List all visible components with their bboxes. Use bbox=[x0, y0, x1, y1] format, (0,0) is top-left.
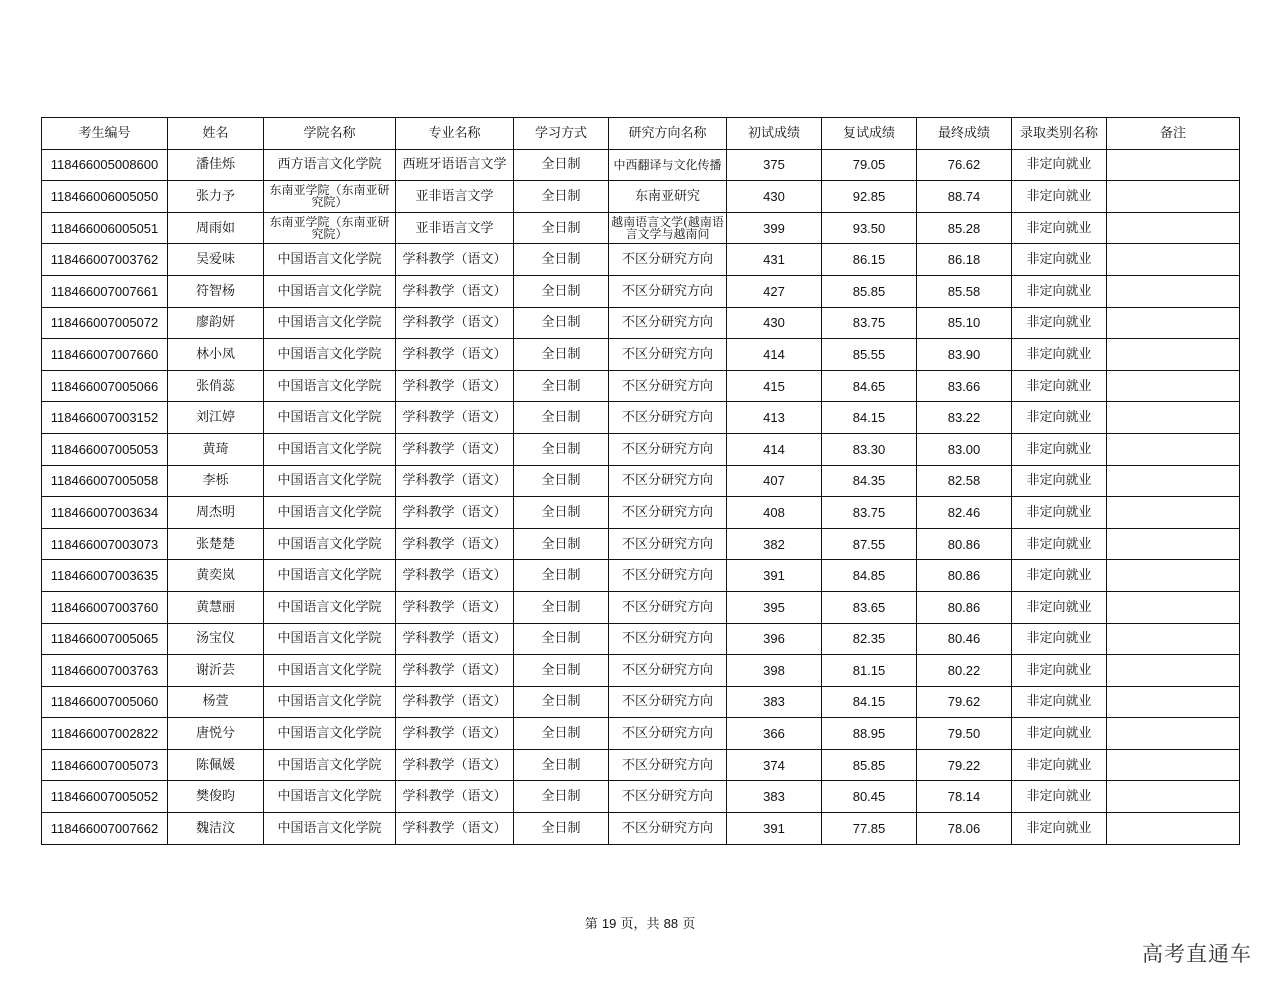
cell-initial-score: 398 bbox=[727, 655, 822, 687]
cell-remarks bbox=[1107, 718, 1240, 750]
cell-name: 魏洁汶 bbox=[168, 813, 264, 845]
cell-major: 学科教学（语文） bbox=[396, 275, 514, 307]
cell-major: 学科教学（语文） bbox=[396, 718, 514, 750]
cell-final-score: 85.28 bbox=[917, 212, 1012, 244]
cell-final-score: 78.06 bbox=[917, 813, 1012, 845]
cell-student-id: 118466007005072 bbox=[42, 307, 168, 339]
cell-major: 学科教学（语文） bbox=[396, 497, 514, 529]
cell-remarks bbox=[1107, 402, 1240, 434]
cell-admission-type: 非定向就业 bbox=[1012, 528, 1107, 560]
cell-remarks bbox=[1107, 181, 1240, 213]
cell-final-score: 80.86 bbox=[917, 560, 1012, 592]
admission-table bbox=[41, 117, 1240, 845]
cell-college: 中国语言文化学院 bbox=[264, 497, 396, 529]
cell-name: 唐悦兮 bbox=[168, 718, 264, 750]
cell-student-id: 118466007005053 bbox=[42, 433, 168, 465]
cell-retest-score: 84.15 bbox=[822, 686, 917, 718]
cell-name: 张俏蕊 bbox=[168, 370, 264, 402]
cell-remarks bbox=[1107, 497, 1240, 529]
cell-student-id: 118466007005073 bbox=[42, 749, 168, 781]
cell-admission-type: 非定向就业 bbox=[1012, 813, 1107, 845]
cell-name: 汤宝仪 bbox=[168, 623, 264, 655]
table-row bbox=[42, 591, 1240, 623]
cell-research-direction: 不区分研究方向 bbox=[609, 497, 727, 529]
cell-text: 东南亚学院（东南亚研究院） bbox=[269, 184, 390, 209]
cell-retest-score: 84.15 bbox=[822, 402, 917, 434]
table-body bbox=[42, 149, 1240, 844]
table-row bbox=[42, 813, 1240, 845]
cell-study-mode: 全日制 bbox=[514, 339, 609, 371]
cell-student-id: 118466007003760 bbox=[42, 591, 168, 623]
header-final-score: 最终成绩 bbox=[917, 118, 1012, 150]
cell-retest-score: 83.75 bbox=[822, 307, 917, 339]
cell-text: 东南亚学院（东南亚研究院） bbox=[269, 216, 390, 241]
cell-college: 中国语言文化学院 bbox=[264, 560, 396, 592]
cell-admission-type: 非定向就业 bbox=[1012, 497, 1107, 529]
cell-initial-score: 414 bbox=[727, 339, 822, 371]
cell-admission-type: 非定向就业 bbox=[1012, 149, 1107, 181]
cell-admission-type: 非定向就业 bbox=[1012, 749, 1107, 781]
cell-remarks bbox=[1107, 623, 1240, 655]
cell-college bbox=[264, 181, 396, 213]
cell-remarks bbox=[1107, 244, 1240, 276]
cell-college: 中国语言文化学院 bbox=[264, 623, 396, 655]
cell-retest-score: 83.30 bbox=[822, 433, 917, 465]
header-initial-score: 初试成绩 bbox=[727, 118, 822, 150]
cell-admission-type: 非定向就业 bbox=[1012, 307, 1107, 339]
table-row bbox=[42, 244, 1240, 276]
cell-major: 亚非语言文学 bbox=[396, 212, 514, 244]
cell-student-id: 118466007005065 bbox=[42, 623, 168, 655]
cell-admission-type: 非定向就业 bbox=[1012, 402, 1107, 434]
cell-research-direction: 不区分研究方向 bbox=[609, 781, 727, 813]
cell-remarks bbox=[1107, 560, 1240, 592]
cell-admission-type: 非定向就业 bbox=[1012, 623, 1107, 655]
cell-initial-score: 391 bbox=[727, 813, 822, 845]
cell-final-score: 78.14 bbox=[917, 781, 1012, 813]
table-row bbox=[42, 433, 1240, 465]
cell-study-mode: 全日制 bbox=[514, 212, 609, 244]
cell-initial-score: 427 bbox=[727, 275, 822, 307]
cell-retest-score: 85.85 bbox=[822, 749, 917, 781]
cell-research-direction: 不区分研究方向 bbox=[609, 528, 727, 560]
cell-research-direction: 不区分研究方向 bbox=[609, 433, 727, 465]
cell-final-score: 80.86 bbox=[917, 591, 1012, 623]
cell-remarks bbox=[1107, 212, 1240, 244]
cell-admission-type: 非定向就业 bbox=[1012, 370, 1107, 402]
cell-final-score: 83.22 bbox=[917, 402, 1012, 434]
cell-name: 潘佳烁 bbox=[168, 149, 264, 181]
cell-admission-type: 非定向就业 bbox=[1012, 212, 1107, 244]
cell-initial-score: 407 bbox=[727, 465, 822, 497]
cell-initial-score: 430 bbox=[727, 307, 822, 339]
cell-student-id: 118466007007660 bbox=[42, 339, 168, 371]
cell-study-mode: 全日制 bbox=[514, 181, 609, 213]
cell-study-mode: 全日制 bbox=[514, 655, 609, 687]
cell-study-mode: 全日制 bbox=[514, 623, 609, 655]
cell-admission-type: 非定向就业 bbox=[1012, 275, 1107, 307]
cell-admission-type: 非定向就业 bbox=[1012, 339, 1107, 371]
cell-retest-score: 83.65 bbox=[822, 591, 917, 623]
cell-final-score: 86.18 bbox=[917, 244, 1012, 276]
cell-retest-score: 81.15 bbox=[822, 655, 917, 687]
cell-text: 中西翻译与文化传播 bbox=[613, 158, 722, 171]
cell-study-mode: 全日制 bbox=[514, 560, 609, 592]
cell-remarks bbox=[1107, 749, 1240, 781]
cell-college: 中国语言文化学院 bbox=[264, 813, 396, 845]
watermark-text: 高考直通车 bbox=[1142, 942, 1252, 966]
cell-student-id: 118466007005066 bbox=[42, 370, 168, 402]
cell-final-score: 79.62 bbox=[917, 686, 1012, 718]
cell-student-id: 118466006005050 bbox=[42, 181, 168, 213]
cell-initial-score: 413 bbox=[727, 402, 822, 434]
cell-name: 廖韵妍 bbox=[168, 307, 264, 339]
cell-final-score: 82.46 bbox=[917, 497, 1012, 529]
cell-initial-score: 399 bbox=[727, 212, 822, 244]
cell-initial-score: 431 bbox=[727, 244, 822, 276]
table-row bbox=[42, 623, 1240, 655]
cell-admission-type: 非定向就业 bbox=[1012, 591, 1107, 623]
cell-student-id: 118466006005051 bbox=[42, 212, 168, 244]
cell-college: 中国语言文化学院 bbox=[264, 339, 396, 371]
cell-retest-score: 84.65 bbox=[822, 370, 917, 402]
cell-college: 中国语言文化学院 bbox=[264, 307, 396, 339]
table-row bbox=[42, 686, 1240, 718]
cell-initial-score: 415 bbox=[727, 370, 822, 402]
cell-college: 中国语言文化学院 bbox=[264, 591, 396, 623]
cell-study-mode: 全日制 bbox=[514, 244, 609, 276]
cell-retest-score: 84.35 bbox=[822, 465, 917, 497]
cell-college bbox=[264, 212, 396, 244]
cell-initial-score: 382 bbox=[727, 528, 822, 560]
cell-study-mode: 全日制 bbox=[514, 497, 609, 529]
cell-major: 学科教学（语文） bbox=[396, 813, 514, 845]
cell-student-id: 118466007005060 bbox=[42, 686, 168, 718]
cell-study-mode: 全日制 bbox=[514, 749, 609, 781]
cell-initial-score: 395 bbox=[727, 591, 822, 623]
cell-name: 林小凤 bbox=[168, 339, 264, 371]
table-row bbox=[42, 718, 1240, 750]
cell-major: 学科教学（语文） bbox=[396, 749, 514, 781]
table-header-row bbox=[42, 118, 1240, 150]
cell-college: 中国语言文化学院 bbox=[264, 655, 396, 687]
cell-study-mode: 全日制 bbox=[514, 402, 609, 434]
current-page-number: 19 bbox=[601, 916, 617, 931]
cell-college: 中国语言文化学院 bbox=[264, 244, 396, 276]
cell-name: 樊俊昀 bbox=[168, 781, 264, 813]
table-row bbox=[42, 149, 1240, 181]
footer-prefix: 第 bbox=[584, 917, 598, 932]
table-row bbox=[42, 465, 1240, 497]
cell-name: 杨萱 bbox=[168, 686, 264, 718]
cell-admission-type: 非定向就业 bbox=[1012, 781, 1107, 813]
cell-research-direction: 不区分研究方向 bbox=[609, 560, 727, 592]
cell-remarks bbox=[1107, 433, 1240, 465]
table-row bbox=[42, 275, 1240, 307]
cell-research-direction: 不区分研究方向 bbox=[609, 718, 727, 750]
cell-remarks bbox=[1107, 591, 1240, 623]
cell-final-score: 83.66 bbox=[917, 370, 1012, 402]
cell-research-direction: 东南亚研究 bbox=[609, 181, 727, 213]
page-footer bbox=[0, 913, 1280, 932]
cell-retest-score: 85.85 bbox=[822, 275, 917, 307]
cell-initial-score: 391 bbox=[727, 560, 822, 592]
cell-major: 学科教学（语文） bbox=[396, 370, 514, 402]
cell-research-direction: 不区分研究方向 bbox=[609, 402, 727, 434]
header-college: 学院名称 bbox=[264, 118, 396, 150]
cell-remarks bbox=[1107, 655, 1240, 687]
cell-research-direction: 不区分研究方向 bbox=[609, 623, 727, 655]
cell-college: 中国语言文化学院 bbox=[264, 686, 396, 718]
cell-major: 学科教学（语文） bbox=[396, 528, 514, 560]
cell-major: 学科教学（语文） bbox=[396, 307, 514, 339]
cell-college: 中国语言文化学院 bbox=[264, 402, 396, 434]
table-row bbox=[42, 307, 1240, 339]
cell-name: 符智杨 bbox=[168, 275, 264, 307]
cell-name: 黄慧丽 bbox=[168, 591, 264, 623]
cell-student-id: 118466007005058 bbox=[42, 465, 168, 497]
cell-admission-type: 非定向就业 bbox=[1012, 718, 1107, 750]
cell-remarks bbox=[1107, 149, 1240, 181]
cell-text: 越南语言文学(越南语言文学与越南问 bbox=[611, 216, 724, 241]
cell-remarks bbox=[1107, 339, 1240, 371]
cell-final-score: 85.10 bbox=[917, 307, 1012, 339]
cell-study-mode: 全日制 bbox=[514, 465, 609, 497]
table-row bbox=[42, 402, 1240, 434]
cell-final-score: 83.00 bbox=[917, 433, 1012, 465]
cell-admission-type: 非定向就业 bbox=[1012, 655, 1107, 687]
cell-name: 黄琦 bbox=[168, 433, 264, 465]
table-row bbox=[42, 339, 1240, 371]
cell-research-direction: 不区分研究方向 bbox=[609, 655, 727, 687]
table-row bbox=[42, 370, 1240, 402]
cell-retest-score: 86.15 bbox=[822, 244, 917, 276]
cell-final-score: 88.74 bbox=[917, 181, 1012, 213]
cell-research-direction: 不区分研究方向 bbox=[609, 749, 727, 781]
cell-college: 中国语言文化学院 bbox=[264, 749, 396, 781]
cell-study-mode: 全日制 bbox=[514, 307, 609, 339]
header-name: 姓名 bbox=[168, 118, 264, 150]
cell-research-direction: 不区分研究方向 bbox=[609, 275, 727, 307]
cell-name: 李栎 bbox=[168, 465, 264, 497]
cell-final-score: 82.58 bbox=[917, 465, 1012, 497]
cell-name: 周雨如 bbox=[168, 212, 264, 244]
cell-study-mode: 全日制 bbox=[514, 686, 609, 718]
cell-college: 中国语言文化学院 bbox=[264, 370, 396, 402]
cell-admission-type: 非定向就业 bbox=[1012, 181, 1107, 213]
cell-major: 学科教学（语文） bbox=[396, 433, 514, 465]
cell-major: 学科教学（语文） bbox=[396, 244, 514, 276]
cell-remarks bbox=[1107, 370, 1240, 402]
cell-initial-score: 375 bbox=[727, 149, 822, 181]
cell-final-score: 85.58 bbox=[917, 275, 1012, 307]
cell-college: 中国语言文化学院 bbox=[264, 718, 396, 750]
cell-name: 吴爱味 bbox=[168, 244, 264, 276]
cell-initial-score: 374 bbox=[727, 749, 822, 781]
cell-final-score: 79.22 bbox=[917, 749, 1012, 781]
cell-college: 中国语言文化学院 bbox=[264, 465, 396, 497]
cell-major: 学科教学（语文） bbox=[396, 339, 514, 371]
cell-major: 学科教学（语文） bbox=[396, 623, 514, 655]
table-row bbox=[42, 528, 1240, 560]
cell-study-mode: 全日制 bbox=[514, 591, 609, 623]
cell-final-score: 76.62 bbox=[917, 149, 1012, 181]
cell-name: 黄奕岚 bbox=[168, 560, 264, 592]
cell-retest-score: 85.55 bbox=[822, 339, 917, 371]
cell-study-mode: 全日制 bbox=[514, 718, 609, 750]
header-student-id: 考生编号 bbox=[42, 118, 168, 150]
cell-retest-score: 80.45 bbox=[822, 781, 917, 813]
cell-remarks bbox=[1107, 813, 1240, 845]
cell-remarks bbox=[1107, 781, 1240, 813]
header-remarks: 备注 bbox=[1107, 118, 1240, 150]
cell-research-direction: 不区分研究方向 bbox=[609, 591, 727, 623]
cell-college: 西方语言文化学院 bbox=[264, 149, 396, 181]
cell-research-direction: 不区分研究方向 bbox=[609, 339, 727, 371]
table-row bbox=[42, 181, 1240, 213]
header-research-direction: 研究方向名称 bbox=[609, 118, 727, 150]
cell-name: 张力予 bbox=[168, 181, 264, 213]
cell-study-mode: 全日制 bbox=[514, 370, 609, 402]
table-row bbox=[42, 212, 1240, 244]
cell-student-id: 118466007007661 bbox=[42, 275, 168, 307]
cell-retest-score: 84.85 bbox=[822, 560, 917, 592]
cell-name: 张楚楚 bbox=[168, 528, 264, 560]
cell-remarks bbox=[1107, 686, 1240, 718]
cell-major: 学科教学（语文） bbox=[396, 560, 514, 592]
cell-retest-score: 79.05 bbox=[822, 149, 917, 181]
cell-admission-type: 非定向就业 bbox=[1012, 433, 1107, 465]
cell-major: 亚非语言文学 bbox=[396, 181, 514, 213]
cell-research-direction: 不区分研究方向 bbox=[609, 370, 727, 402]
header-retest-score: 复试成绩 bbox=[822, 118, 917, 150]
cell-student-id: 118466005008600 bbox=[42, 149, 168, 181]
cell-major: 学科教学（语文） bbox=[396, 686, 514, 718]
cell-remarks bbox=[1107, 275, 1240, 307]
cell-research-direction: 不区分研究方向 bbox=[609, 244, 727, 276]
cell-retest-score: 83.75 bbox=[822, 497, 917, 529]
cell-student-id: 118466007003152 bbox=[42, 402, 168, 434]
cell-retest-score: 93.50 bbox=[822, 212, 917, 244]
cell-major: 学科教学（语文） bbox=[396, 402, 514, 434]
cell-retest-score: 87.55 bbox=[822, 528, 917, 560]
cell-name: 谢沂芸 bbox=[168, 655, 264, 687]
cell-remarks bbox=[1107, 465, 1240, 497]
cell-admission-type: 非定向就业 bbox=[1012, 465, 1107, 497]
header-study-mode: 学习方式 bbox=[514, 118, 609, 150]
cell-initial-score: 383 bbox=[727, 781, 822, 813]
cell-final-score: 80.86 bbox=[917, 528, 1012, 560]
cell-initial-score: 414 bbox=[727, 433, 822, 465]
cell-study-mode: 全日制 bbox=[514, 528, 609, 560]
cell-student-id: 118466007005052 bbox=[42, 781, 168, 813]
cell-retest-score: 88.95 bbox=[822, 718, 917, 750]
total-page-number: 88 bbox=[663, 916, 679, 931]
table-row bbox=[42, 749, 1240, 781]
cell-student-id: 118466007003634 bbox=[42, 497, 168, 529]
cell-student-id: 118466007003762 bbox=[42, 244, 168, 276]
cell-research-direction: 不区分研究方向 bbox=[609, 465, 727, 497]
header-admission-type: 录取类别名称 bbox=[1012, 118, 1107, 150]
cell-student-id: 118466007007662 bbox=[42, 813, 168, 845]
cell-study-mode: 全日制 bbox=[514, 433, 609, 465]
cell-admission-type: 非定向就业 bbox=[1012, 686, 1107, 718]
cell-retest-score: 77.85 bbox=[822, 813, 917, 845]
cell-final-score: 83.90 bbox=[917, 339, 1012, 371]
cell-college: 中国语言文化学院 bbox=[264, 433, 396, 465]
cell-major: 学科教学（语文） bbox=[396, 655, 514, 687]
cell-final-score: 79.50 bbox=[917, 718, 1012, 750]
cell-initial-score: 396 bbox=[727, 623, 822, 655]
cell-name: 周杰明 bbox=[168, 497, 264, 529]
cell-college: 中国语言文化学院 bbox=[264, 781, 396, 813]
cell-major: 学科教学（语文） bbox=[396, 591, 514, 623]
cell-remarks bbox=[1107, 528, 1240, 560]
cell-major: 学科教学（语文） bbox=[396, 781, 514, 813]
cell-admission-type: 非定向就业 bbox=[1012, 244, 1107, 276]
cell-research-direction bbox=[609, 149, 727, 181]
cell-name: 刘江婷 bbox=[168, 402, 264, 434]
cell-student-id: 118466007003635 bbox=[42, 560, 168, 592]
cell-student-id: 118466007003073 bbox=[42, 528, 168, 560]
cell-research-direction bbox=[609, 212, 727, 244]
cell-major: 学科教学（语文） bbox=[396, 465, 514, 497]
cell-study-mode: 全日制 bbox=[514, 149, 609, 181]
cell-retest-score: 82.35 bbox=[822, 623, 917, 655]
cell-study-mode: 全日制 bbox=[514, 275, 609, 307]
cell-initial-score: 383 bbox=[727, 686, 822, 718]
cell-study-mode: 全日制 bbox=[514, 813, 609, 845]
cell-initial-score: 430 bbox=[727, 181, 822, 213]
cell-remarks bbox=[1107, 307, 1240, 339]
footer-suffix: 页 bbox=[682, 917, 696, 932]
cell-study-mode: 全日制 bbox=[514, 781, 609, 813]
table-row bbox=[42, 781, 1240, 813]
cell-initial-score: 408 bbox=[727, 497, 822, 529]
table-row bbox=[42, 655, 1240, 687]
cell-research-direction: 不区分研究方向 bbox=[609, 813, 727, 845]
table-row bbox=[42, 497, 1240, 529]
cell-admission-type: 非定向就业 bbox=[1012, 560, 1107, 592]
cell-final-score: 80.46 bbox=[917, 623, 1012, 655]
cell-student-id: 118466007002822 bbox=[42, 718, 168, 750]
footer-middle: 页，共 bbox=[620, 917, 660, 932]
cell-name: 陈佩媛 bbox=[168, 749, 264, 781]
cell-college: 中国语言文化学院 bbox=[264, 275, 396, 307]
header-major: 专业名称 bbox=[396, 118, 514, 150]
cell-research-direction: 不区分研究方向 bbox=[609, 686, 727, 718]
cell-final-score: 80.22 bbox=[917, 655, 1012, 687]
table-row bbox=[42, 560, 1240, 592]
cell-research-direction: 不区分研究方向 bbox=[609, 307, 727, 339]
cell-college: 中国语言文化学院 bbox=[264, 528, 396, 560]
cell-initial-score: 366 bbox=[727, 718, 822, 750]
cell-major: 西班牙语语言文学 bbox=[396, 149, 514, 181]
cell-retest-score: 92.85 bbox=[822, 181, 917, 213]
cell-student-id: 118466007003763 bbox=[42, 655, 168, 687]
